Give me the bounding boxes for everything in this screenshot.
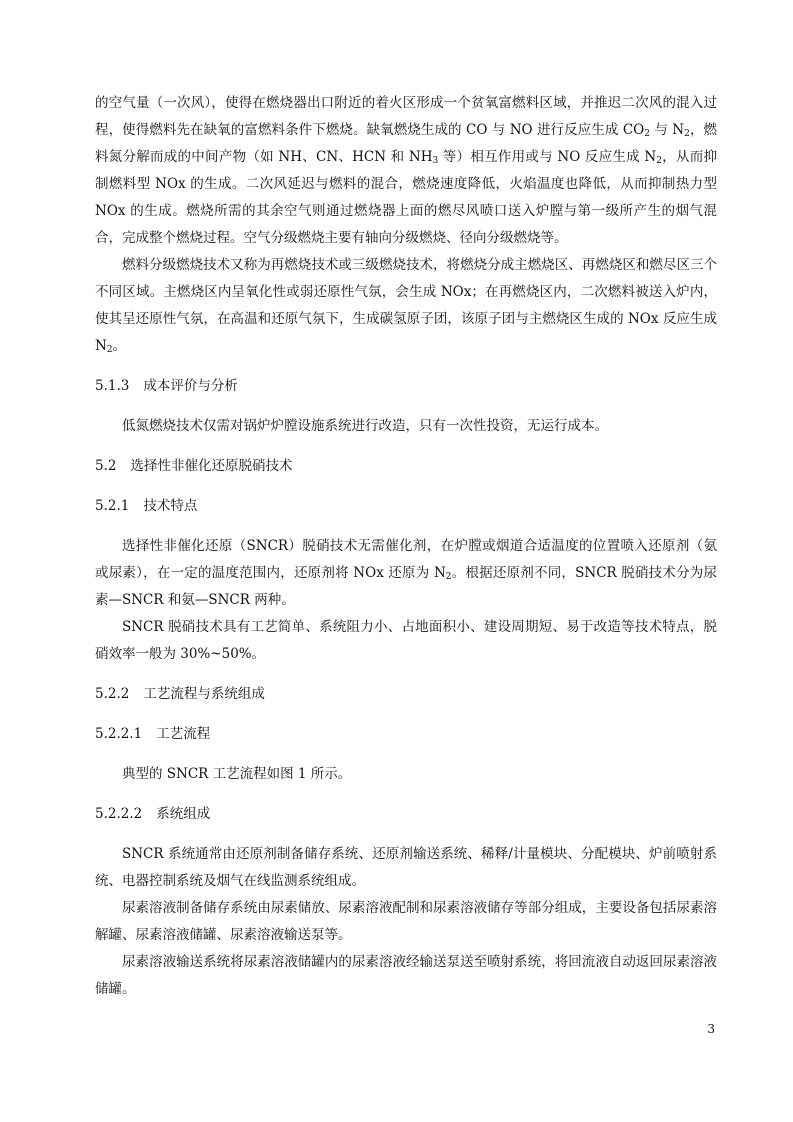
paragraph-urea-preparation: 尿素溶液制备储存系统由尿素储放、尿素溶液配制和尿素溶液储存等部分组成，主要设备包括尿素溶解罐、尿素溶液储罐、尿素溶液输送泵等。 (95, 900, 717, 943)
paragraph-sncr-features: SNCR 脱硝技术具有工艺简单、系统阻力小、占地面积小、建设周期短、易于改造等技术特点，脱硝效率一般为 30%~50%。 (95, 619, 717, 662)
paragraph-air-staging: 的空气量（一次风），使得在燃烧器出口附近的着火区形成一个贫氧富燃料区域，并推迟二次风的混入过程，使得燃料先在缺氧的富燃料条件下燃烧。缺氧燃烧生成的 CO 与 NO 进行反应生成 $CO_2$ 与 $N_2$，燃料氮分解而成的中间产物（如 NH、CN、HCN 和 $NH_3$ 等）相互作用或与 NO 反应生成 $N_2$，从而抑制燃料型 NOx 的生成。二次风延迟与燃料的混合，燃烧速度降低，火焰温度也降低，从而抑制热力型 NOx 的生成。燃烧所需的其余空气则通过燃烧器上面的燃尽风喷口送入炉膛与第一级所产生的烟气混合，完成整个燃烧过程。空气分级燃烧主要有轴向分级燃烧、径向分级燃烧等。 (95, 95, 717, 246)
paragraph-sncr-intro: 选择性非催化还原（SNCR）脱硝技术无需催化剂，在炉膛或烟道合适温度的位置喷入还原剂（氨或尿素），在一定的温度范围内，还原剂将 NOx 还原为 $N_2$。根据还原剂不同，SNCR 脱硝技术分为尿素—SNCR 和氨—SNCR 两种。 (95, 538, 717, 608)
paragraph-cost: 低氮燃烧技术仅需对锅炉炉膛设施系统进行改造，只有一次性投资，无运行成本。 (122, 418, 608, 434)
paragraph-fuel-staging: 燃料分级燃烧技术又称为再燃烧技术或三级燃烧技术，将燃烧分成主燃烧区、再燃烧区和燃尽区三个不同区域。主燃烧区内呈氧化性或弱还原性气氛，会生成 NOx；在再燃烧区内，二次燃料被送入炉内，使其呈还原性气氛，在高温和还原气氛下，生成碳氢原子团，该原子团与主燃烧区生成的 NOx 反应生成 $N_2$。 (95, 257, 717, 355)
section-heading-5-2: 5.2 选择性非催化还原脱硝技术 (95, 458, 293, 474)
section-heading-5-2-1: 5.2.1 技术特点 (95, 498, 198, 514)
paragraph-process-flow: 典型的 SNCR 工艺流程如图 1 所示。 (122, 766, 352, 782)
section-heading-5-2-2-2: 5.2.2.2 系统组成 (95, 806, 211, 822)
page-number: 3 (707, 1022, 715, 1036)
section-heading-5-2-2-1: 5.2.2.1 工艺流程 (95, 726, 211, 742)
paragraph-system-components: SNCR 系统通常由还原剂制备储存系统、还原剂输送系统、稀释/计量模块、分配模块、炉前喷射系统、电器控制系统及烟气在线监测系统组成。 (95, 846, 717, 889)
section-heading-5-1-3: 5.1.3 成本评价与分析 (95, 378, 238, 394)
paragraph-urea-delivery: 尿素溶液输送系统将尿素溶液储罐内的尿素溶液经输送泵送至喷射系统，将回流液自动返回尿素溶液储罐。 (95, 954, 717, 997)
section-heading-5-2-2: 5.2.2 工艺流程与系统组成 (95, 686, 265, 702)
document-body (95, 90, 717, 1003)
